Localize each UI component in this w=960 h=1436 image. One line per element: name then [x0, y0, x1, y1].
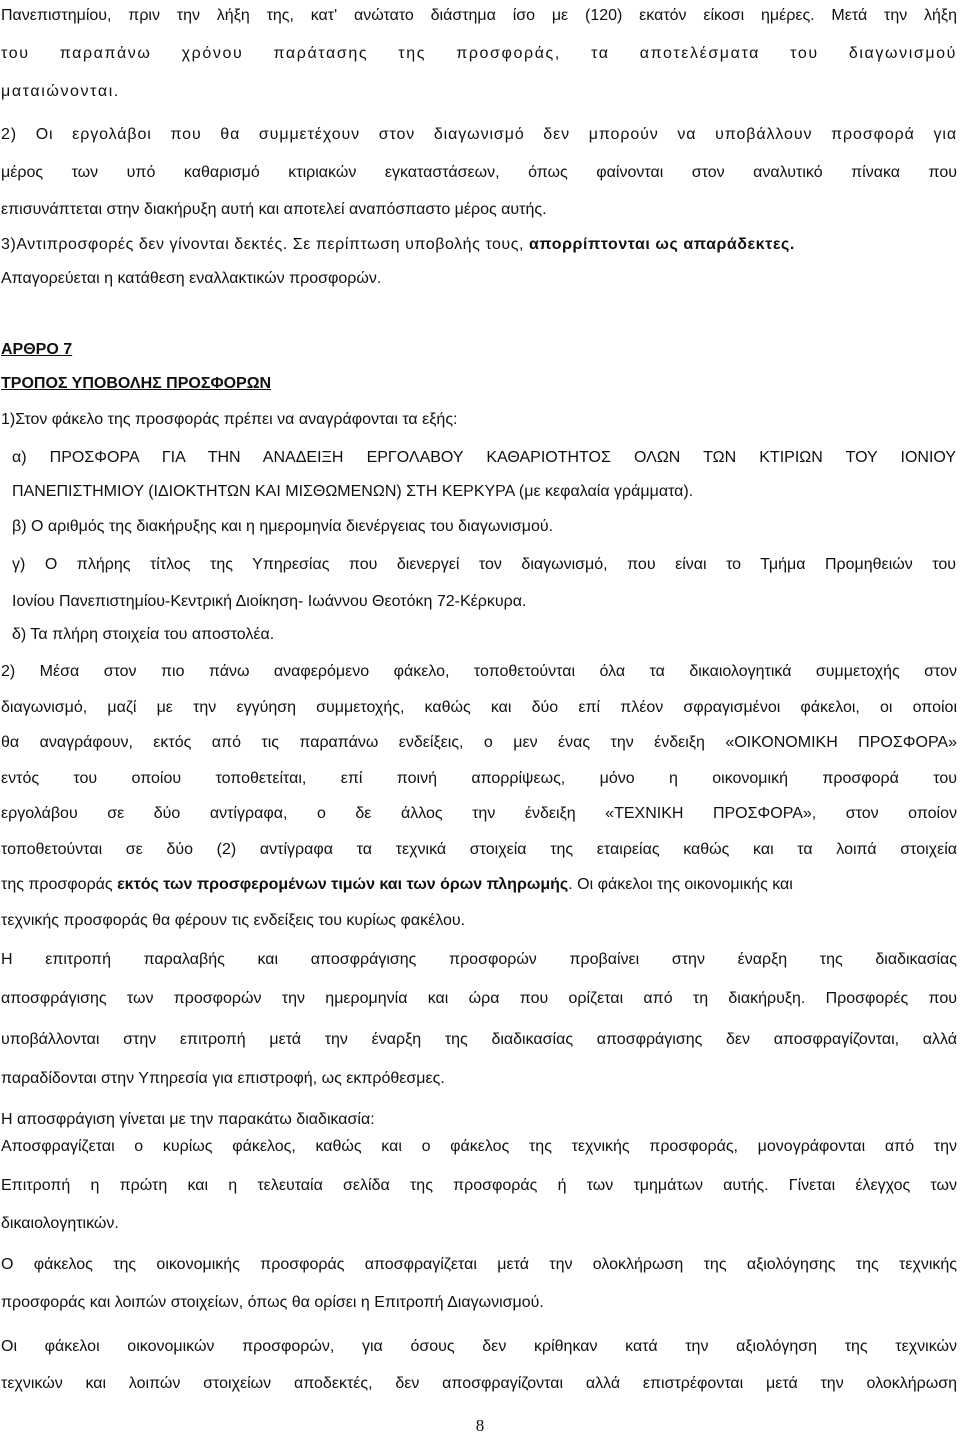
list-item-a-cont: ΠΑΝΕΠΙΣΤΗΜΙΟΥ (ΙΔΙΟΚΤΗΤΩΝ ΚΑΙ ΜΙΣΘΩΜΕΝΩΝ) ΣΤΗ ΚΕΡΚΥΡΑ (με κεφαλαία γράμματα). — [12, 483, 694, 500]
text-line: του παραπάνω χρόνου παράτασης της προσφοράς, τα αποτελέσματα του διαγωνισμού — [1, 45, 957, 62]
text-line — [1, 875, 957, 895]
text-line: Πανεπιστημίου, πριν την λήξη της, κατ' ανώτατο διάστημα ίσο με (120) εκατόν είκοσι ημέρες. Μετά την λήξη — [1, 7, 957, 24]
text-span: . Οι φάκελοι της οικονομικής και — [568, 876, 793, 893]
text-line: προσφοράς και λοιπών στοιχείων, όπως θα ορίσει η Επιτροπή Διαγωνισμού. — [1, 1294, 544, 1311]
text-line: αποσφράγισης των προσφορών την ημερομηνία και ώρα που ορίζεται από τη διακήρυξη. Προσφορές που — [1, 990, 957, 1007]
text-line: 2) Οι εργολάβοι που θα συμμετέχουν στον διαγωνισμό δεν μπορούν να υποβάλλουν προσφορά για — [1, 126, 957, 143]
page-number: 8 — [475, 1416, 485, 1435]
text-line: Επιτροπή η πρώτη και η τελευταία σελίδα της προσφοράς ή των τμημάτων αυτής. Γίνεται έλεγχος των — [1, 1177, 957, 1194]
text-line: τοποθετούνται σε δύο (2) αντίγραφα τα τεχνικά στοιχεία της εταιρείας καθώς και τα λοιπά στοιχεία — [1, 841, 957, 858]
text-line: θα αναγράφουν, εκτός από τις παραπάνω ενδείξεις, ο μεν ένας την ένδειξη «ΟΙΚΟΝΟΜΙΚΗ ΠΡΟΣΦΟΡΑ» — [1, 734, 957, 751]
text-line: Ο φάκελος της οικονομικής προσφοράς αποσφραγίζεται μετά την ολοκλήρωση της αξιολόγησης της τεχνικής — [1, 1256, 957, 1273]
text-line: 1)Στον φάκελο της προσφοράς πρέπει να αναγράφονται τα εξής: — [1, 411, 458, 428]
article-number: ΑΡΘΡΟ 7 — [1, 341, 73, 358]
list-item-c: γ) Ο πλήρης τίτλος της Υπηρεσίας που διενεργεί τον διαγωνισμό, που είναι το Τμήμα Προμηθειών του — [12, 556, 956, 573]
text-line: εντός του οποίου τοποθετείται, επί ποινή απορρίψεως, μόνο η οικονομική προσφορά του — [1, 770, 957, 787]
text-line — [1, 235, 957, 255]
text-line: Η αποσφράγιση γίνεται με την παρακάτω διαδικασία: — [1, 1111, 375, 1128]
emphasis-text: απορρίπτονται ως απαράδεκτες. — [529, 236, 795, 253]
text-line: επισυνάπτεται στην διακήρυξη αυτή και αποτελεί αναπόσπαστο μέρος αυτής. — [1, 201, 547, 218]
text-line: Οι φάκελοι οικονομικών προσφορών, για όσους δεν κρίθηκαν κατά την αξιολόγηση της τεχνικών — [1, 1338, 957, 1355]
article-title: ΤΡΟΠΟΣ ΥΠΟΒΟΛΗΣ ΠΡΟΣΦΟΡΩΝ — [1, 375, 272, 392]
text-line: δικαιολογητικών. — [1, 1215, 119, 1232]
text-line: τεχνικών και λοιπών στοιχείων αποδεκτές, δεν αποσφραγίζονται αλλά επιστρέφονται μετά την ολοκλήρωση — [1, 1375, 957, 1392]
text-line: διαγωνισμό, μαζί με την εγγύηση συμμετοχής, καθώς και δύο επί πλέον σφραγισμένοι φάκελοι, οι οποίοι — [1, 699, 957, 716]
list-item-d: δ) Τα πλήρη στοιχεία του αποστολέα. — [12, 626, 275, 643]
text-span: 3)Αντιπροσφορές δεν γίνονται δεκτές. Σε περίπτωση υποβολής τους, — [1, 236, 524, 253]
list-item-b: β) Ο αριθμός της διακήρυξης και η ημερομηνία διενέργειας του διαγωνισμού. — [12, 518, 554, 535]
text-line: υποβάλλονται στην επιτροπή μετά την έναρξη της διαδικασίας αποσφράγισης δεν αποσφραγίζονται, αλλά — [1, 1031, 957, 1048]
text-line: παραδίδονται στην Υπηρεσία για επιστροφή, ως εκπρόθεσμες. — [1, 1070, 445, 1087]
text-line: εργολάβου σε δύο αντίγραφα, ο δε άλλος την ένδειξη «ΤΕΧΝΙΚΗ ΠΡΟΣΦΟΡΑ», στον οποίον — [1, 805, 957, 822]
text-line: 2) Μέσα στον πιο πάνω αναφερόμενο φάκελο, τοποθετούνται όλα τα δικαιολογητικά συμμετοχής στον — [1, 663, 957, 680]
text-line: τεχνικής προσφοράς θα φέρουν τις ενδείξεις του κυρίως φακέλου. — [1, 912, 466, 929]
list-item-c-cont: Ιονίου Πανεπιστημίου-Κεντρική Διοίκηση- Ιωάννου Θεοτόκη 72-Κέρκυρα. — [12, 593, 527, 610]
text-line: Απαγορεύεται η κατάθεση εναλλακτικών προσφορών. — [1, 270, 382, 287]
text-line: ματαιώνονται. — [1, 83, 120, 100]
list-item-a: α) ΠΡΟΣΦΟΡΑ ΓΙΑ ΤΗΝ ΑΝΑΔΕΙΞΗ ΕΡΓΟΛΑΒΟΥ ΚΑΘΑΡΙΟΤΗΤΟΣ ΟΛΩΝ ΤΩΝ ΚΤΙΡΙΩΝ ΤΟΥ ΙΟΝΙΟΥ — [12, 449, 956, 466]
text-line: Αποσφραγίζεται ο κυρίως φάκελος, καθώς και ο φάκελος της τεχνικής προσφοράς, μονογράφονται από την — [1, 1138, 957, 1155]
text-span: της προσφοράς — [1, 876, 113, 893]
emphasis-text: εκτός των προσφερομένων τιμών και των όρων πληρωμής — [117, 876, 569, 893]
text-line: Η επιτροπή παραλαβής και αποσφράγισης προσφορών προβαίνει στην έναρξη της διαδικασίας — [1, 951, 957, 968]
text-line: μέρος των υπό καθαρισμό κτιριακών εγκαταστάσεων, όπως φαίνονται στον αναλυτικό πίνακα που — [1, 164, 957, 181]
